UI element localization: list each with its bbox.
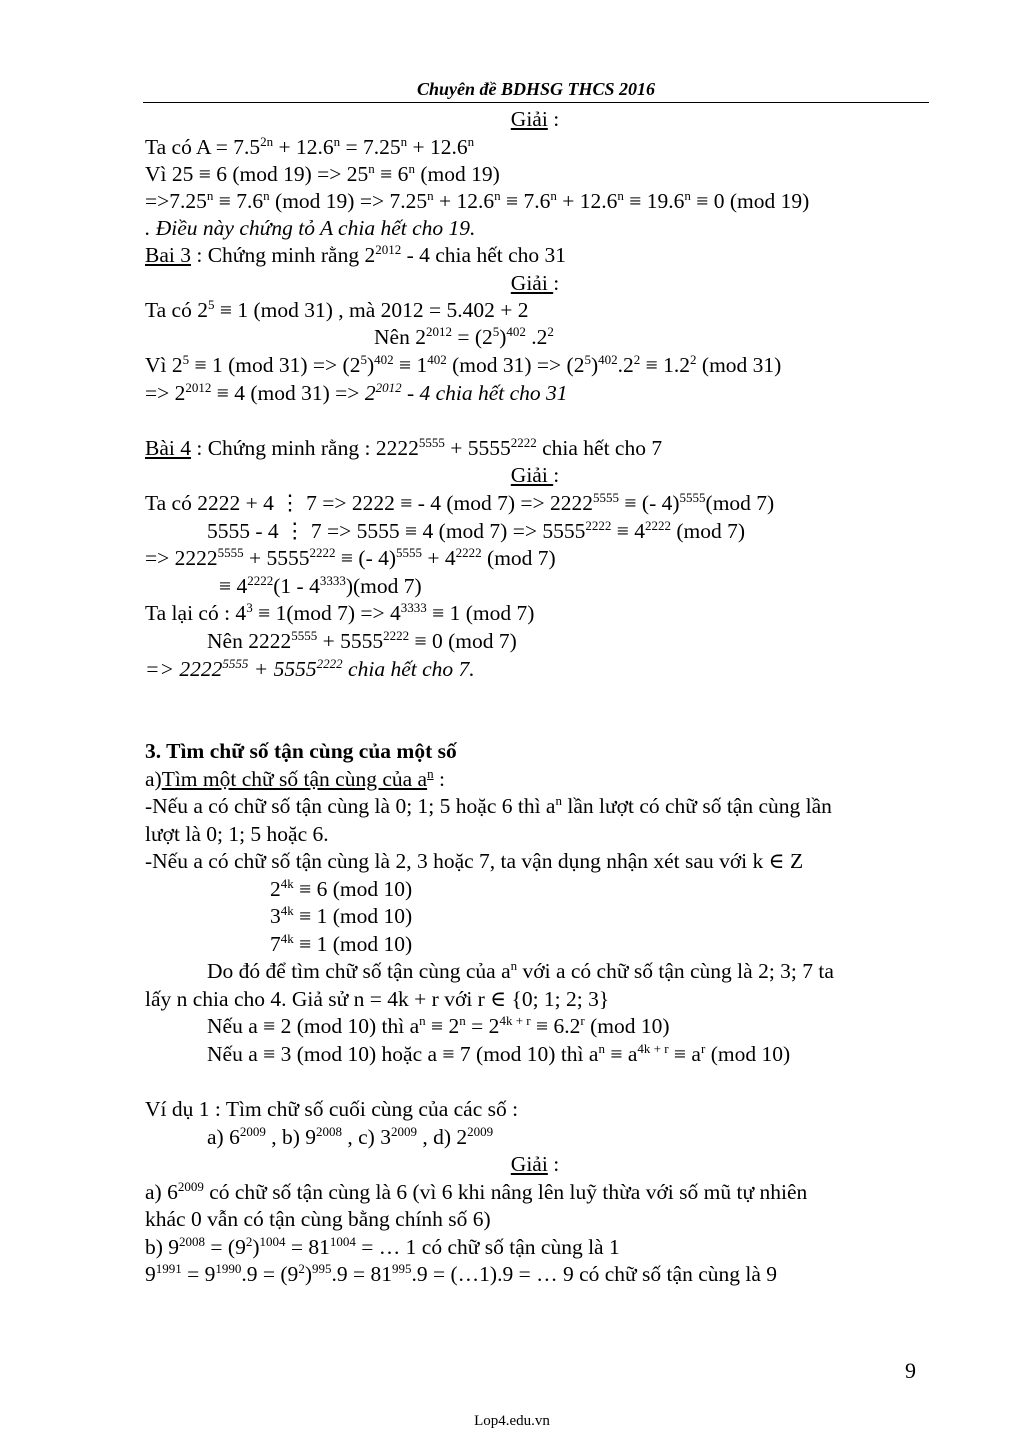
text-line: Ta có 2222 + 4 ⋮ 7 => 2222 ≡ - 4 (mod $7) => 2222^{5555}$ ≡ (- 4)$^{5555}$(mod 7) xyxy=(145,489,775,515)
text-line: Ta lại có : $4^3 \equiv 1(mod$ $7) => 4^{3333} \equiv 1$ (mod 7) xyxy=(145,599,535,625)
exercise-4-title: Bài 4 : Chứng minh rằng : $2222^{5555} + 5555^{2222}$ chia hết cho 7 xyxy=(145,434,663,460)
text-line: Vì $2^5 \equiv 1$ (mod $31) => (2^5)^{402} \equiv 1^{402}$ (mod $31) => (2^5)^{402}.2^2 \equiv 1.2^2$ (mod 31) xyxy=(145,351,782,377)
text-line: -Nếu a có chữ số tận cùng là 0; 1; 5 hoặc 6 thì $a^n$ lần lượt có chữ số tận cùng lần xyxy=(145,792,832,818)
formula-line: $2^{4k} \equiv 6$ (mod 10) xyxy=(270,875,413,901)
solution-heading: Giải : xyxy=(510,463,560,487)
footer-site: Lop4.edu.vn xyxy=(474,1413,550,1429)
text-line: Vì 25 ≡ 6 (mod $19) => 25^n \equiv 6^n$ (mod 19) xyxy=(145,160,500,186)
text-line: Ta có $2^5 \equiv 1$ (mod 31) , mà 2012 = 5.402 + 2 xyxy=(145,296,529,322)
text-line: $=>7.25^n \equiv 7.6^n$ (mod $19) => 7.25^n + 12.6^n \equiv 7.6^n + 12.6^n \equiv 19.6^n \equiv 0$ (mod 19) xyxy=(145,187,810,213)
solution-heading: Giải : xyxy=(510,1152,560,1176)
text-line: => $2222^{5555} + 5555^{2222}$ ≡ (- $4)^{5555} + 4^{2222}$ (mod 7) xyxy=(145,544,556,570)
text-line: a) $6^{2009}$ có chữ số tận cùng là 6 (vì 6 khi nâng lên luỹ thừa với số mũ tự nhiên xyxy=(145,1178,808,1204)
text-line: Nếu a ≡ 2 (mod 10) thì $a^n \equiv 2^n = 2^{4k + r} \equiv 6.2^r$ (mod 10) xyxy=(207,1012,670,1038)
text-line: b) $9^{2008} = (9^2)^{1004} = 81^{1004}$ = … 1 có chữ số tận cùng là 1 xyxy=(145,1233,620,1259)
subsection-heading: a)Tìm một chữ số tận cùng của $a^n$ : xyxy=(145,765,445,791)
page-number: 9 xyxy=(905,1358,916,1383)
example-title: Ví dụ 1 : Tìm chữ số cuối cùng của các số : xyxy=(145,1097,519,1121)
text-line: Ta có $A = 7.5^{2n} + 12.6^n = 7.25^n + 12.6^n$ xyxy=(145,133,475,159)
text-line: => $2^{2012} \equiv 4$ (mod $31) => 2^{2012} - 4$ chia hết cho 31 xyxy=(145,379,568,405)
header-rule xyxy=(143,102,929,103)
text-line: 5555 - 4 ⋮ 7 => 5555 ≡ 4 (mod $7) => 5555^{2222} \equiv 4^{2222}$ (mod 7) xyxy=(207,517,746,543)
solution-heading: Giải : xyxy=(510,271,560,295)
section-heading: 3. Tìm chữ số tận cùng của một số xyxy=(145,739,457,763)
text-line: lượt là 0; 1; 5 hoặc 6. xyxy=(145,822,329,846)
running-header: Chuyên đề BDHSG THCS 2016 xyxy=(416,79,656,99)
formula-line: $7^{4k} \equiv 1$ (mod 10) xyxy=(270,930,413,956)
conclusion-line: => $2222^{5555} + 5555^{2222}$ chia hết cho 7. xyxy=(145,655,475,681)
text-line: a) $6^{2009}$ , b) $9^{2008}$ , c) $3^{2009}$ , d) $2^{2009}$ xyxy=(207,1123,494,1149)
text-line: -Nếu a có chữ số tận cùng là 2, 3 hoặc 7, ta vận dụng nhận xét sau với k ∈ Z xyxy=(145,849,804,873)
formula-line: $3^{4k} \equiv 1$ (mod 10) xyxy=(270,902,413,928)
text-line: ≡ $4^{2222}(1 - 4^{3333})(mod$ 7) xyxy=(219,572,422,598)
text-line: Nên $2222^{5555} + 5555^{2222} \equiv 0$ (mod 7) xyxy=(207,627,517,653)
text-line: lấy n chia cho 4. Giả sử n = 4k + r với r ∈ {0; 1; 2; 3} xyxy=(145,987,610,1011)
text-line: Nên $2^{2012} = (2^5)^{402}$ $.2^2$ xyxy=(374,323,554,349)
exercise-3-title: Bai 3 : Chứng minh rằng $2^{2012} - 4$ chia hết cho 31 xyxy=(145,241,567,267)
text-line: $9^{1991} = 9^{1990}.9 = (9^2)^{995}.9 = 81^{995}.9$ = (…1).9 = … 9 có chữ số tận cùng là 9 xyxy=(145,1260,777,1286)
text-line: khác 0 vẫn có tận cùng bằng chính số 6) xyxy=(145,1207,491,1231)
text-line: Do đó để tìm chữ số tận cùng của $a^n$ với a có chữ số tận cùng là 2; 3; 7 ta xyxy=(207,957,834,983)
text-line: Nếu a ≡ 3 (mod 10) hoặc a ≡ 7 (mod 10) thì $a^n \equiv a^{4k + r} \equiv a^r$ (mod 10) xyxy=(207,1040,791,1066)
conclusion-line: . Điều này chứng tỏ A chia hết cho 19. xyxy=(145,216,476,240)
solution-heading: Giải : xyxy=(510,107,560,131)
